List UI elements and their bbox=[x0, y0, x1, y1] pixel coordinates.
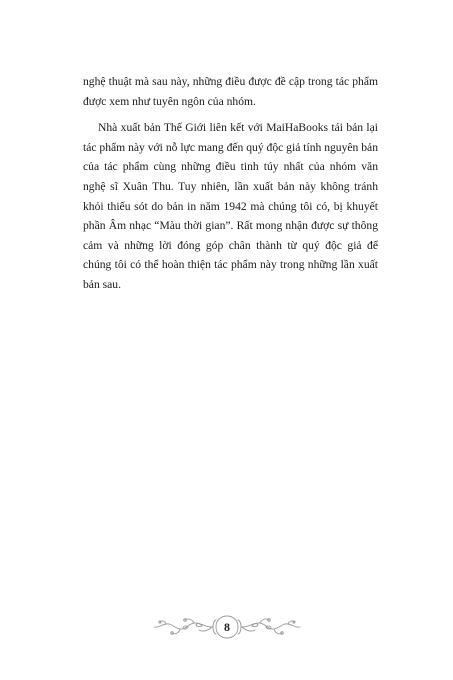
body-text bbox=[83, 72, 378, 302]
page-footer bbox=[0, 612, 453, 642]
paragraph-publisher-note: Nhà xuất bản Thế Giới liên kết với MaiHaBooks tái bản lại tác phẩm này với nỗ lực mang đến quý độc giả tính nguyên bản của tác phẩm cùng những điều tinh túy nhất của nhóm văn nghệ sĩ Xuân Thu. Tuy nhiên, lần xuất bản này không tránh khỏi thiếu sót do bản in năm 1942 mà chúng tôi có, bị khuyết phần Âm nhạc “Màu thời gian”. Rất mong nhận được sự thông cảm và những lời đóng góp chân thành từ quý độc giả để chúng tôi có thể hoàn thiện tác phẩm này trong những lần xuất bản sau. bbox=[83, 121, 378, 291]
page-number: 8 bbox=[224, 620, 230, 634]
paragraph-continuation: nghệ thuật mà sau này, những điều được đề cập trong tác phẩm được xem như tuyên ngôn của nhóm. bbox=[83, 75, 378, 108]
